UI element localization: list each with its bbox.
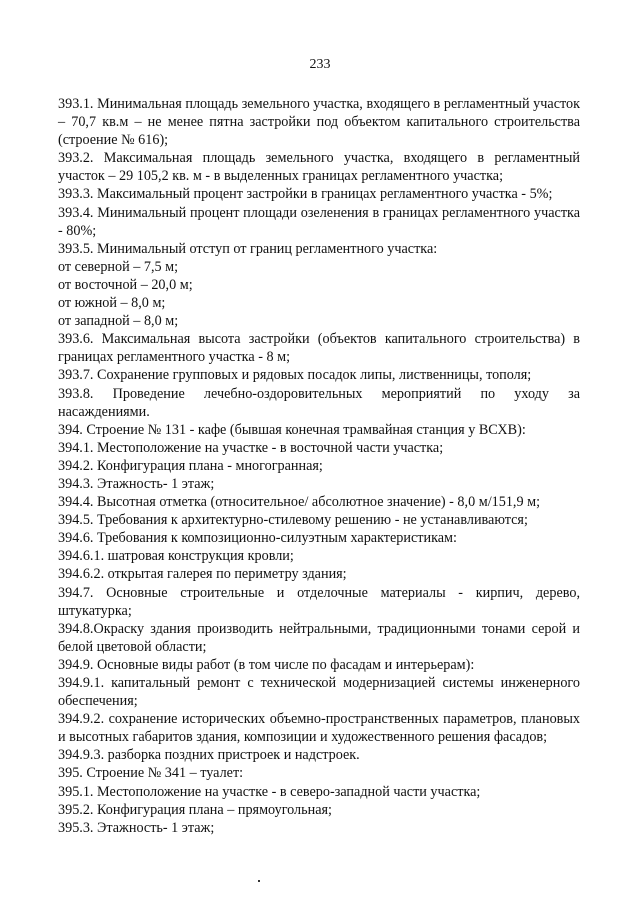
paragraph-393-7: 393.7. Сохранение групповых и рядовых посадок липы, лиственницы, тополя; bbox=[58, 367, 532, 384]
paragraph-395-3: 395.3. Этажность- 1 этаж; bbox=[58, 819, 215, 836]
setback-east: от восточной – 20,0 м; bbox=[58, 276, 193, 293]
setback-west: от западной – 8,0 м; bbox=[58, 313, 179, 330]
paragraph-395: 395. Строение № 341 – туалет: bbox=[58, 765, 244, 782]
paragraph-394-6: 394.6. Требования к композиционно-силуэтным характеристикам: bbox=[58, 530, 457, 547]
paragraph-394-9-2: 394.9.2. сохранение исторических объемно-пространственных параметров, плановых и высотных габаритов здания, композиции и художественного решения фасадов; bbox=[58, 711, 580, 746]
paragraph-393-8: 393.8. Проведение лечебно-оздоровительных мероприятий по уходу за насаждениями. bbox=[58, 385, 580, 420]
setback-north: от северной – 7,5 м; bbox=[58, 258, 179, 275]
paragraph-394: 394. Строение № 131 - кафе (бывшая конечная трамвайная станция у ВСХВ): bbox=[58, 421, 526, 438]
paragraph-395-2: 395.2. Конфигурация плана – прямоугольная; bbox=[58, 801, 332, 818]
paragraph-394-8: 394.8.Окраску здания производить нейтральными, традиционными тонами серой и белой цветовой области; bbox=[58, 620, 580, 655]
paragraph-393-6: 393.6. Максимальная высота застройки (объектов капитального строительства) в границах регламентного участка - 8 м; bbox=[58, 331, 580, 366]
paragraph-394-9-1: 394.9.1. капитальный ремонт с технической модернизацией системы инженерного обеспечения; bbox=[58, 675, 580, 710]
paragraph-394-6-1: 394.6.1. шатровая конструкция кровли; bbox=[58, 548, 294, 565]
paragraph-393-1: 393.1. Минимальная площадь земельного участка, входящего в регламентный участок – 70,7 кв.м – не менее пятна застройки под объектом капитального строительства (строение № 616); bbox=[58, 96, 580, 149]
page-number: 233 bbox=[309, 57, 331, 72]
paragraph-393-2: 393.2. Максимальная площадь земельного участка, входящего в регламентный участок – 29 105,2 кв. м - в выделенных границах регламентного участка; bbox=[58, 150, 580, 185]
paragraph-394-7: 394.7. Основные строительные и отделочные материалы - кирпич, дерево, штукатурка; bbox=[58, 584, 580, 619]
paragraph-394-3: 394.3. Этажность- 1 этаж; bbox=[58, 475, 215, 492]
paragraph-394-2: 394.2. Конфигурация плана - многогранная; bbox=[58, 457, 323, 474]
paragraph-395-1: 395.1. Местоположение на участке - в северо-западной части участка; bbox=[58, 783, 481, 800]
setback-south: от южной – 8,0 м; bbox=[58, 295, 166, 312]
paragraph-394-1: 394.1. Местоположение на участке - в восточной части участка; bbox=[58, 439, 444, 456]
paragraph-394-9: 394.9. Основные виды работ (в том числе по фасадам и интерьерам): bbox=[58, 656, 475, 673]
paragraph-393-3: 393.3. Максимальный процент застройки в границах регламентного участка - 5%; bbox=[58, 186, 553, 203]
paragraph-394-6-2: 394.6.2. открытая галерея по периметру здания; bbox=[58, 566, 347, 583]
paragraph-394-4: 394.4. Высотная отметка (относительное/ абсолютное значение) - 8,0 м/151,9 м; bbox=[58, 494, 541, 511]
paragraph-394-9-3: 394.9.3. разборка поздних пристроек и надстроек. bbox=[58, 747, 360, 764]
paragraph-393-4: 393.4. Минимальный процент площади озеленения в границах регламентного участка - 80%; bbox=[58, 204, 580, 239]
scan-speck bbox=[258, 880, 260, 882]
paragraph-393-5: 393.5. Минимальный отступ от границ регламентного участка: bbox=[58, 240, 438, 257]
paragraph-394-5: 394.5. Требования к архитектурно-стилевому решению - не устанавливаются; bbox=[58, 512, 528, 529]
document-body bbox=[58, 95, 580, 837]
